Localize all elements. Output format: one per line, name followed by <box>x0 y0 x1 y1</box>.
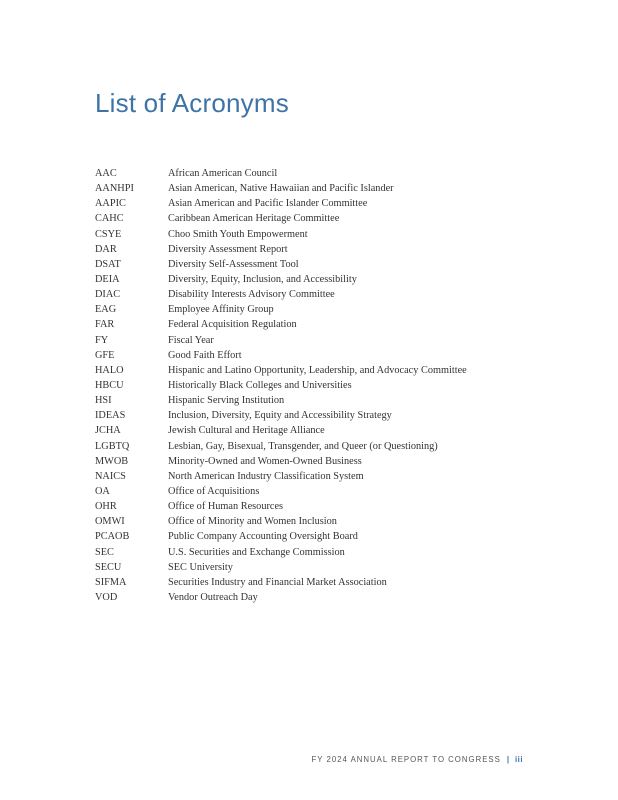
acronym-definition: Minority-Owned and Women-Owned Business <box>168 455 362 467</box>
acronym-definition: Choo Smith Youth Empowerment <box>168 228 308 240</box>
acronym-definition: Federal Acquisition Regulation <box>168 319 297 331</box>
acronym-row <box>95 469 535 484</box>
acronym-definition: Asian American, Native Hawaiian and Pacific Islander <box>168 183 394 195</box>
acronym-definition: Good Faith Effort <box>168 349 242 361</box>
acronym-abbreviation: CAHC <box>95 213 124 225</box>
acronym-row <box>95 499 535 514</box>
acronym-definition: African American Council <box>168 168 278 179</box>
acronym-definition: Fiscal Year <box>168 334 214 346</box>
acronym-abbreviation: AANHPI <box>95 183 134 195</box>
acronym-abbreviation: JCHA <box>95 425 121 437</box>
acronym-definition: Employee Affinity Group <box>168 304 274 316</box>
acronym-definition: Office of Minority and Women Inclusion <box>168 516 337 528</box>
acronym-abbreviation: SEC <box>95 546 114 558</box>
acronym-definition: Public Company Accounting Oversight Board <box>168 531 358 543</box>
acronym-row <box>95 348 535 363</box>
acronym-definition: Asian American and Pacific Islander Committee <box>168 198 368 210</box>
acronym-row <box>95 378 535 393</box>
acronym-abbreviation: OMWI <box>95 516 125 528</box>
acronym-row <box>95 514 535 529</box>
acronym-row <box>95 181 535 196</box>
acronym-abbreviation: DEIA <box>95 273 120 285</box>
acronym-abbreviation: LGBTQ <box>95 440 130 452</box>
acronym-definition: Inclusion, Diversity, Equity and Accessibility Strategy <box>168 410 392 422</box>
acronym-abbreviation: PCAOB <box>95 531 130 543</box>
acronym-list <box>95 166 535 605</box>
acronym-abbreviation: SIFMA <box>95 576 127 588</box>
acronym-abbreviation: OHR <box>95 501 117 513</box>
acronym-row <box>95 590 535 605</box>
acronym-row <box>95 211 535 226</box>
acronym-abbreviation: HBCU <box>95 379 124 391</box>
acronym-abbreviation: DSAT <box>95 258 121 270</box>
acronym-definition: Historically Black Colleges and Universities <box>168 379 352 391</box>
acronym-abbreviation: OA <box>95 485 110 497</box>
acronym-row <box>95 227 535 242</box>
acronym-row <box>95 242 535 257</box>
acronym-abbreviation: AAPIC <box>95 198 126 210</box>
acronym-row <box>95 423 535 438</box>
acronym-abbreviation: CSYE <box>95 228 122 240</box>
acronym-definition: Caribbean American Heritage Committee <box>168 213 340 225</box>
acronym-row <box>95 333 535 348</box>
acronym-abbreviation: FAR <box>95 319 115 331</box>
acronym-abbreviation: FY <box>95 334 109 346</box>
acronym-row <box>95 575 535 590</box>
acronym-row <box>95 454 535 469</box>
page-title: List of Acronyms <box>95 88 289 118</box>
acronym-row <box>95 257 535 272</box>
acronym-definition: SEC University <box>168 561 233 573</box>
acronym-definition: Disability Interests Advisory Committee <box>168 289 335 301</box>
acronym-row <box>95 363 535 378</box>
acronym-definition: Hispanic Serving Institution <box>168 395 285 407</box>
acronym-abbreviation: MWOB <box>95 455 129 467</box>
acronym-row <box>95 317 535 332</box>
acronym-row <box>95 439 535 454</box>
acronym-row <box>95 196 535 211</box>
acronym-definition: Diversity, Equity, Inclusion, and Accessibility <box>168 273 357 285</box>
acronym-definition: Diversity Self-Assessment Tool <box>168 258 299 270</box>
footer-separator: | <box>506 755 510 764</box>
acronym-definition: Office of Human Resources <box>168 501 284 513</box>
acronym-definition: U.S. Securities and Exchange Commission <box>168 546 345 558</box>
acronym-abbreviation: NAICS <box>95 470 126 482</box>
acronym-abbreviation: AAC <box>95 168 117 179</box>
acronym-abbreviation: VOD <box>95 591 118 603</box>
acronym-abbreviation: HSI <box>95 395 112 407</box>
acronym-definition: Office of Acquisitions <box>168 485 260 497</box>
acronym-row <box>95 545 535 560</box>
acronym-row <box>95 302 535 317</box>
acronym-definition: Diversity Assessment Report <box>168 243 288 255</box>
acronym-abbreviation: DAR <box>95 243 117 255</box>
acronym-row <box>95 408 535 423</box>
acronym-abbreviation: GFE <box>95 349 115 361</box>
acronym-definition: Jewish Cultural and Heritage Alliance <box>168 425 325 437</box>
acronym-row <box>95 560 535 575</box>
acronym-row <box>95 529 535 544</box>
acronym-definition: Securities Industry and Financial Market Association <box>168 576 387 588</box>
acronym-row <box>95 393 535 408</box>
acronym-definition: Vendor Outreach Day <box>168 591 258 603</box>
page-footer <box>312 755 523 764</box>
footer-report-title: FY 2024 ANNUAL REPORT TO CONGRESS <box>311 755 501 764</box>
acronym-abbreviation: HALO <box>95 364 124 376</box>
acronym-definition: North American Industry Classification System <box>168 470 364 482</box>
acronym-row <box>95 272 535 287</box>
acronym-abbreviation: IDEAS <box>95 410 126 422</box>
acronym-abbreviation: DIAC <box>95 289 121 301</box>
acronym-definition: Lesbian, Gay, Bisexual, Transgender, and Queer (or Questioning) <box>168 440 438 452</box>
acronym-row <box>95 166 535 181</box>
acronym-row <box>95 287 535 302</box>
acronym-row <box>95 484 535 499</box>
acronym-abbreviation: SECU <box>95 561 122 573</box>
acronym-abbreviation: EAG <box>95 304 117 316</box>
acronym-definition: Hispanic and Latino Opportunity, Leadership, and Advocacy Committee <box>168 364 467 376</box>
page-number: iii <box>515 755 523 764</box>
